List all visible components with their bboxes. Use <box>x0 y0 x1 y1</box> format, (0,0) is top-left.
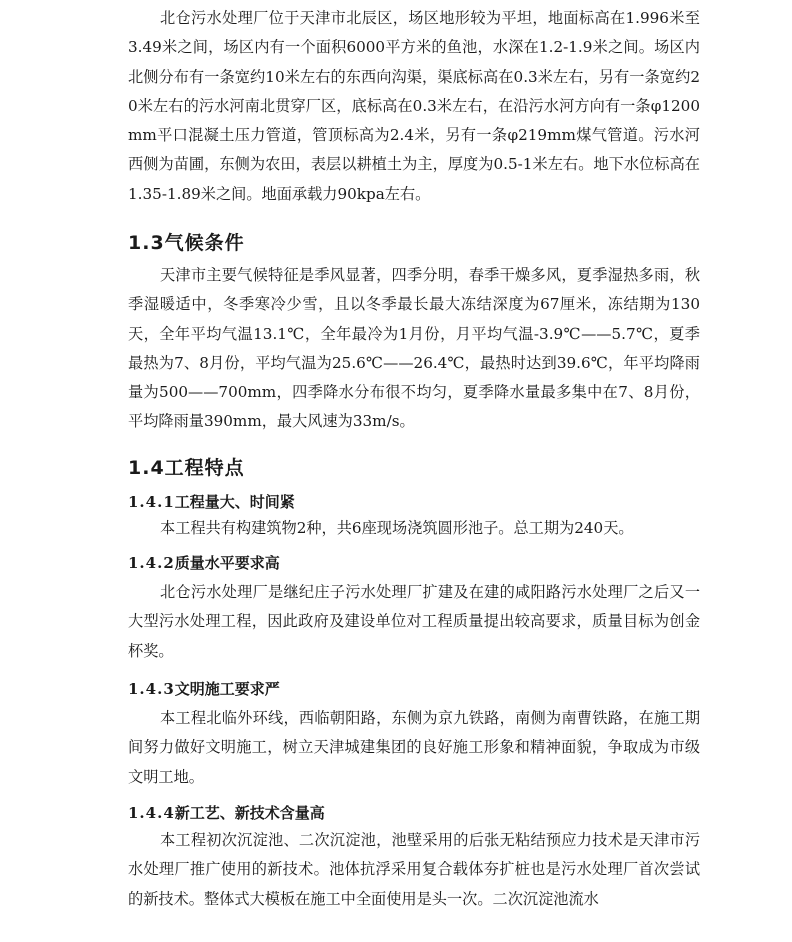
quality-paragraph: 北仓污水处理厂是继纪庄子污水处理厂扩建及在建的咸阳路污水处理厂之后又一大型污水处理工程，因此政府及建设单位对工程质量提出较高要求，质量目标为创金杯奖。 <box>128 583 700 660</box>
subheading-number: 1.4.3 <box>128 680 175 698</box>
project-features-heading: 1.4工程特点 <box>128 457 245 479</box>
subheading-title: 质量水平要求高 <box>174 554 280 572</box>
new-technology-paragraph: 本工程初次沉淀池、二次沉淀池，池壁采用的后张无粘结预应力技术是天津市污水处理厂推广使用的新技术。池体抗浮采用复合载体夯扩桩也是污水处理厂首次尝试的新技术。整体式大模板在施工中全面使用是头一次。二次沉淀池流水 <box>128 831 700 908</box>
subheading-1-4-3 <box>128 678 280 699</box>
subheading-1-4-4 <box>128 802 325 823</box>
subheading-1-4-2 <box>128 552 280 573</box>
schedule-paragraph: 本工程共有构建筑物2种，共6座现场浇筑圆形池子。总工期为240天。 <box>160 519 634 537</box>
subheading-title: 新工艺、新技术含量高 <box>174 804 325 822</box>
subheading-1-4-1 <box>128 491 295 512</box>
climate-heading: 1.3气候条件 <box>128 232 245 254</box>
subheading-title: 文明施工要求严 <box>174 680 280 698</box>
subheading-number: 1.4.4 <box>128 804 175 822</box>
site-conditions-paragraph: 北仓污水处理厂位于天津市北辰区，场区地形较为平坦，地面标高在1.996米至3.49米之间，场区内有一个面积6000平方米的鱼池，水深在1.2-1.9米之间。场区内北侧分布有一条宽约10米左右的东西向沟渠，渠底标高在0.3米左右，另有一条宽约20米左右的污水河南北贯穿厂区，底标高在0.3米左右，在沿污水河方向有一条φ1200mm平口混凝土压力管道，管顶标高为2.4米，另有一条φ219mm煤气管道。污水河西侧为苗圃，东侧为农田，表层以耕植土为主，厚度为0.5-1米左右。地下水位标高在1.35-1.89米之间。地面承载力90kpa左右。 <box>128 9 700 203</box>
civilized-construction-paragraph: 本工程北临外环线，西临朝阳路，东侧为京九铁路，南侧为南曹铁路，在施工期间努力做好文明施工，树立天津城建集团的良好施工形象和精神面貌，争取成为市级文明工地。 <box>128 709 700 786</box>
subheading-number: 1.4.1 <box>128 493 175 511</box>
climate-paragraph: 天津市主要气候特征是季风显著，四季分明，春季干燥多风，夏季湿热多雨，秋季湿暖适中，冬季寒冷少雪，且以冬季最长最大冻结深度为67厘米，冻结期为130天，全年平均气温13.1℃，全年最冷为1月份，月平均气温-3.9℃——5.7℃，夏季最热为7、8月份，平均气温为25.6℃——26.4℃，最热时达到39.6℃，年平均降雨量为500——700mm，四季降水分布很不均匀，夏季降水量最多集中在7、8月份，平均降雨量390mm，最大风速为33m/s。 <box>128 266 700 431</box>
subheading-number: 1.4.2 <box>128 554 175 572</box>
subheading-title: 工程量大、时间紧 <box>174 493 295 511</box>
